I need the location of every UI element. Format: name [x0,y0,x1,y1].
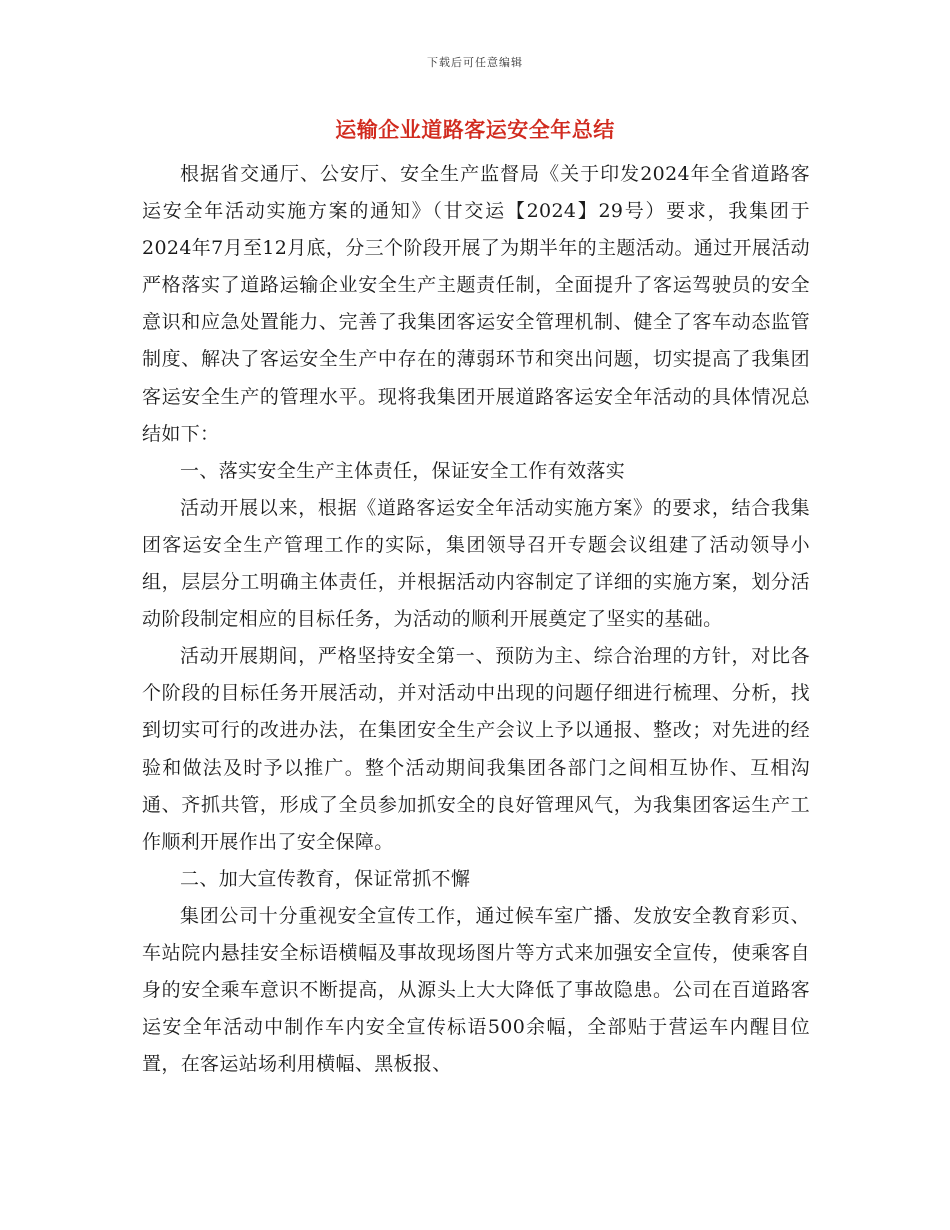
document-body [142,156,810,1083]
section-heading-1: 一、落实安全生产主体责任，保证安全工作有效落实 [180,459,626,482]
document-title: 运输企业道路客运安全年总结 [335,117,615,142]
paragraph-section2-a: 集团公司十分重视安全宣传工作，通过候车室广播、发放安全教育彩页、车站院内悬挂安全标语横幅及事故现场图片等方式来加强安全宣传，使乘客自身的安全乘车意识不断提高，从源头上大大降低了事故隐患。公司在百道路客运安全年活动中制作车内安全宣传标语500余幅，全部贴于营运车内醒目位置，在客运站场利用横幅、黑板报、 [142,904,810,1076]
paragraph-section1-b: 活动开展期间，严格坚持安全第一、预防为主、综合治理的方针，对比各个阶段的目标任务开展活动，并对活动中出现的问题仔细进行梳理、分析，找到切实可行的改进办法，在集团安全生产会议上予以通报、整改；对先进的经验和做法及时予以推广。整个活动期间我集团各部门之间相互协作、互相沟通、齐抓共管，形成了全员参加抓安全的良好管理风气，为我集团客运生产工作顺利开展作出了安全保障。 [142,645,810,853]
header-note: 下载后可任意编辑 [427,56,523,69]
section-heading-2: 二、加大宣传教育，保证常抓不懈 [180,867,471,890]
paragraph-section1-a: 活动开展以来，根据《道路客运安全年活动实施方案》的要求，结合我集团客运安全生产管理工作的实际，集团领导召开专题会议组建了活动领导小组，层层分工明确主体责任，并根据活动内容制定了详细的实施方案，划分活动阶段制定相应的目标任务，为活动的顺利开展奠定了坚实的基础。 [142,496,810,631]
paragraph-intro: 根据省交通厅、公安厅、安全生产监督局《关于印发2024年全省道路客运安全年活动实施方案的通知》（甘交运【2024】29号）要求，我集团于2024年7月至12月底，分三个阶段开展了为期半年的主题活动。通过开展活动严格落实了道路运输企业安全生产主题责任制，全面提升了客运驾驶员的安全意识和应急处置能力、完善了我集团客运安全管理机制、健全了客车动态监管制度、解决了客运安全生产中存在的薄弱环节和突出问题，切实提高了我集团客运安全生产的管理水平。现将我集团开展道路客运安全年活动的具体情况总结如下： [142,163,810,445]
